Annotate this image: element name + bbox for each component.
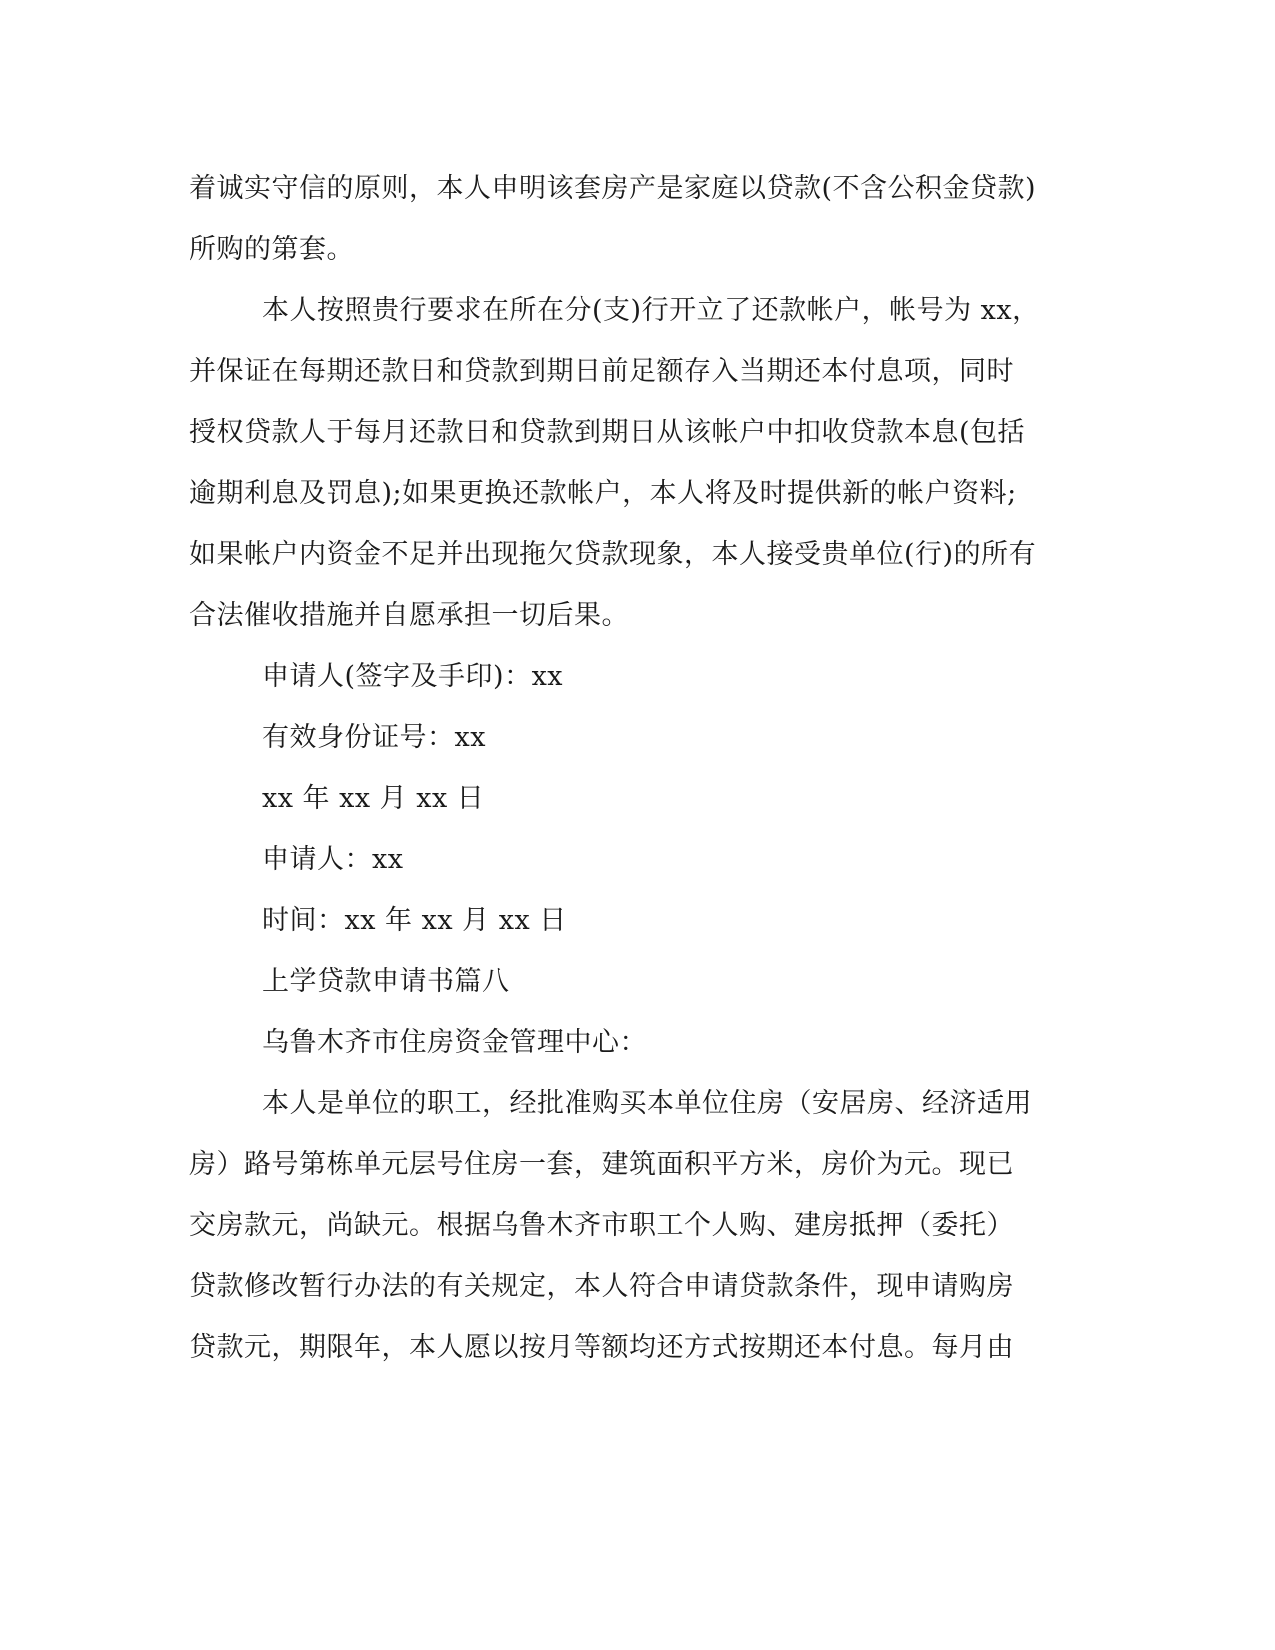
text-line: 并保证在每期还款日和贷款到期日前足额存入当期还本付息项，同时 [189,356,1014,387]
text-line: 合法催收措施并自愿承担一切后果。 [189,600,629,631]
addressee-line: 乌鲁木齐市住房资金管理中心： [262,1027,647,1058]
text-line: 授权贷款人于每月还款日和贷款到期日从该帐户中扣收贷款本息(包括 [189,417,1026,448]
text-line: 贷款修改暂行办法的有关规定，本人符合申请贷款条件，现申请购房 [189,1271,1014,1302]
applicant-signature-line: 申请人(签字及手印)：xx [262,661,564,692]
section-heading: 上学贷款申请书篇八 [262,966,510,997]
date-line: xx 年 xx 月 xx 日 [262,783,485,814]
text-line: 着诚实守信的原则，本人申明该套房产是家庭以贷款(不含公积金贷款) [189,173,1037,204]
text-line: 逾期利息及罚息);如果更换还款帐户，本人将及时提供新的帐户资料; [189,478,1017,509]
time-line: 时间：xx 年 xx 月 xx 日 [262,905,567,936]
id-number-line: 有效身份证号：xx [262,722,486,753]
text-line: 房）路号第栋单元层号住房一套，建筑面积平方米，房价为元。现已 [189,1149,1014,1180]
text-line: 贷款元，期限年，本人愿以按月等额均还方式按期还本付息。每月由 [189,1332,1014,1363]
text-line: 本人按照贵行要求在所在分(支)行开立了还款帐户，帐号为 xx， [262,295,1040,326]
applicant-line: 申请人：xx [262,844,404,875]
text-line: 本人是单位的职工，经批准购买本单位住房（安居房、经济适用 [262,1088,1032,1119]
text-line: 所购的第套。 [189,234,354,265]
text-line: 如果帐户内资金不足并出现拖欠贷款现象，本人接受贵单位(行)的所有 [189,539,1037,570]
document-body [189,158,1079,1378]
text-line: 交房款元，尚缺元。根据乌鲁木齐市职工个人购、建房抵押（委托） [189,1210,1014,1241]
